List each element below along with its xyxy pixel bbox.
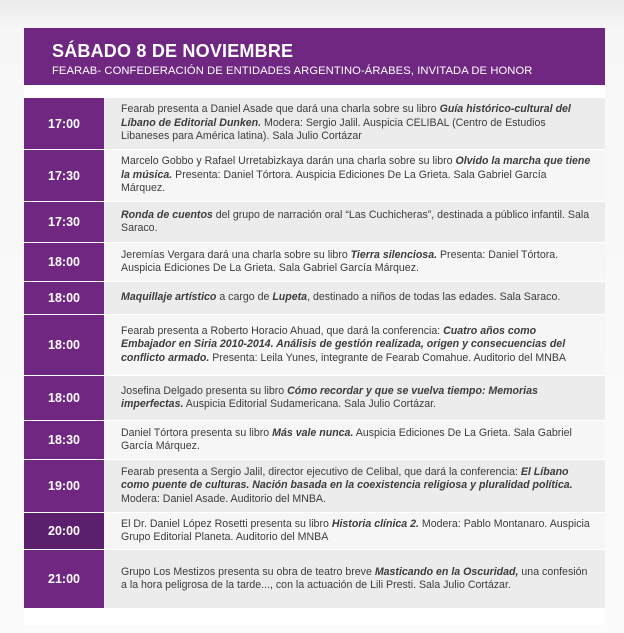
highlighted-title: Guía histórico-cultural del Líbano de Editorial Dunken. <box>121 103 571 129</box>
highlighted-title: Olvido la marcha que tiene la música. <box>121 155 591 181</box>
event-description: Maquillaje artístico a cargo de Lupeta, destinado a niños de todas las edades. Sala Saraco. <box>121 291 561 304</box>
highlighted-title: Maquillaje artístico <box>121 291 217 304</box>
schedule-row <box>24 243 605 281</box>
highlighted-title: Cómo recordar y que se vuelva tiempo: Memorias imperfectas. <box>121 384 538 410</box>
day-header <box>24 28 605 85</box>
schedule-row <box>24 202 605 242</box>
highlighted-title: Historia clínica 2. <box>331 517 419 530</box>
event-description: Ronda de cuentos del grupo de narración oral “Las Cuchicheras”, destinada a público infantil. Sala Saraco. <box>121 208 590 234</box>
event-description: Josefina Delgado presenta su libro Cómo recordar y que se vuelva tiempo: Memorias imperfectas. Auspicia Editorial Sudamericana. Sala Julio Cortázar. <box>121 384 538 410</box>
schedule-row <box>24 376 605 420</box>
event-description: Jeremías Vergara dará una charla sobre su libro Tierra silenciosa. Presenta: Daniel Tórtora. Auspicia Ediciones De La Grieta. Sala Gabriel García Márquez. <box>121 248 559 274</box>
highlighted-name: Lupeta <box>272 291 308 304</box>
schedule-row <box>24 98 605 149</box>
schedule-row <box>24 550 605 608</box>
event-time: 18:00 <box>24 282 104 314</box>
event-time: 18:00 <box>24 243 104 281</box>
schedule-row <box>24 315 605 375</box>
schedule-row <box>24 282 605 314</box>
event-time: 19:00 <box>24 460 104 512</box>
highlighted-title: Más vale nunca. <box>272 426 354 439</box>
schedule-row <box>24 460 605 512</box>
event-time: 18:30 <box>24 421 104 459</box>
schedule-row <box>24 513 605 549</box>
event-time: 17:00 <box>24 98 104 149</box>
highlighted-title: Cuatro años como Embajador en Siria 2010-2014. Análisis de gestión realizada, origen y consecuencias del conflicto armado. <box>121 324 566 364</box>
event-description: Daniel Tórtora presenta su libro Más vale nunca. Auspicia Ediciones De La Grieta. Sala Gabriel García Márquez. <box>121 426 572 452</box>
day-title: SÁBADO 8 DE NOVIEMBRE <box>52 41 294 61</box>
highlighted-title: Tierra silenciosa. <box>350 248 438 261</box>
event-description: Fearab presenta a Roberto Horacio Ahuad, que dará la conferencia: Cuatro años como Embajador en Siria 2010-2014. Análisis de gestión realizada, origen y consecuencias del conflicto armado. Presenta: Leila Yunes, integrante de Fearab Comahue. Auditorio del MNBA <box>121 324 566 364</box>
event-time: 21:00 <box>24 550 104 608</box>
event-time: 20:00 <box>24 513 104 549</box>
event-time: 17:30 <box>24 202 104 242</box>
program-card <box>24 28 605 625</box>
event-description: Fearab presenta a Sergio Jalil, director ejecutivo de Celibal, que dará la conferencia: El Líbano como puente de culturas. Nación basada en la coexistencia religiosa y pluralidad política. Modera: Daniel Asade. Auditorio del MNBA. <box>121 465 573 505</box>
schedule-row <box>24 421 605 459</box>
event-description: El Dr. Daniel López Rosetti presenta su libro Historia clínica 2. Modera: Pablo Montanaro. Auspicia Grupo Editorial Planeta. Auditorio del MNBA <box>121 517 590 543</box>
highlighted-title: Ronda de cuentos <box>121 208 213 221</box>
highlighted-title: Masticando en la Oscuridad, <box>374 565 519 578</box>
event-description: Grupo Los Mestizos presenta su obra de teatro breve Masticando en la Oscuridad, una confesión a la hora peligrosa de la tarde..., con la actuación de Lili Presti. Sala Julio Cortázar. <box>121 565 588 591</box>
schedule-row <box>24 150 605 201</box>
guest-of-honor-subtitle: FEARAB- CONFEDERACIÓN DE ENTIDADES ARGENTINO-ÁRABES, INVITADA DE HONOR <box>52 65 533 77</box>
event-description: Marcelo Gobbo y Rafael Urretabizkaya darán una charla sobre su libro Olvido la marcha que tiene la música. Presenta: Daniel Tórtora. Auspicia Ediciones De La Grieta. Sala Gabriel García Márquez. <box>121 155 591 195</box>
highlighted-title: El Líbano como puente de culturas. Nación basada en la coexistencia religiosa y pluralidad política. <box>121 465 573 492</box>
event-time: 18:00 <box>24 376 104 420</box>
schedule-list <box>24 98 605 609</box>
event-description: Fearab presenta a Daniel Asade que dará una charla sobre su libro Guía histórico-cultural del Líbano de Editorial Dunken. Modera: Sergio Jalil. Auspicia CELIBAL (Centro de Estudios Libaneses para América latina). Sala Julio Cortázar <box>121 103 571 143</box>
event-time: 17:30 <box>24 150 104 201</box>
event-time: 18:00 <box>24 315 104 375</box>
